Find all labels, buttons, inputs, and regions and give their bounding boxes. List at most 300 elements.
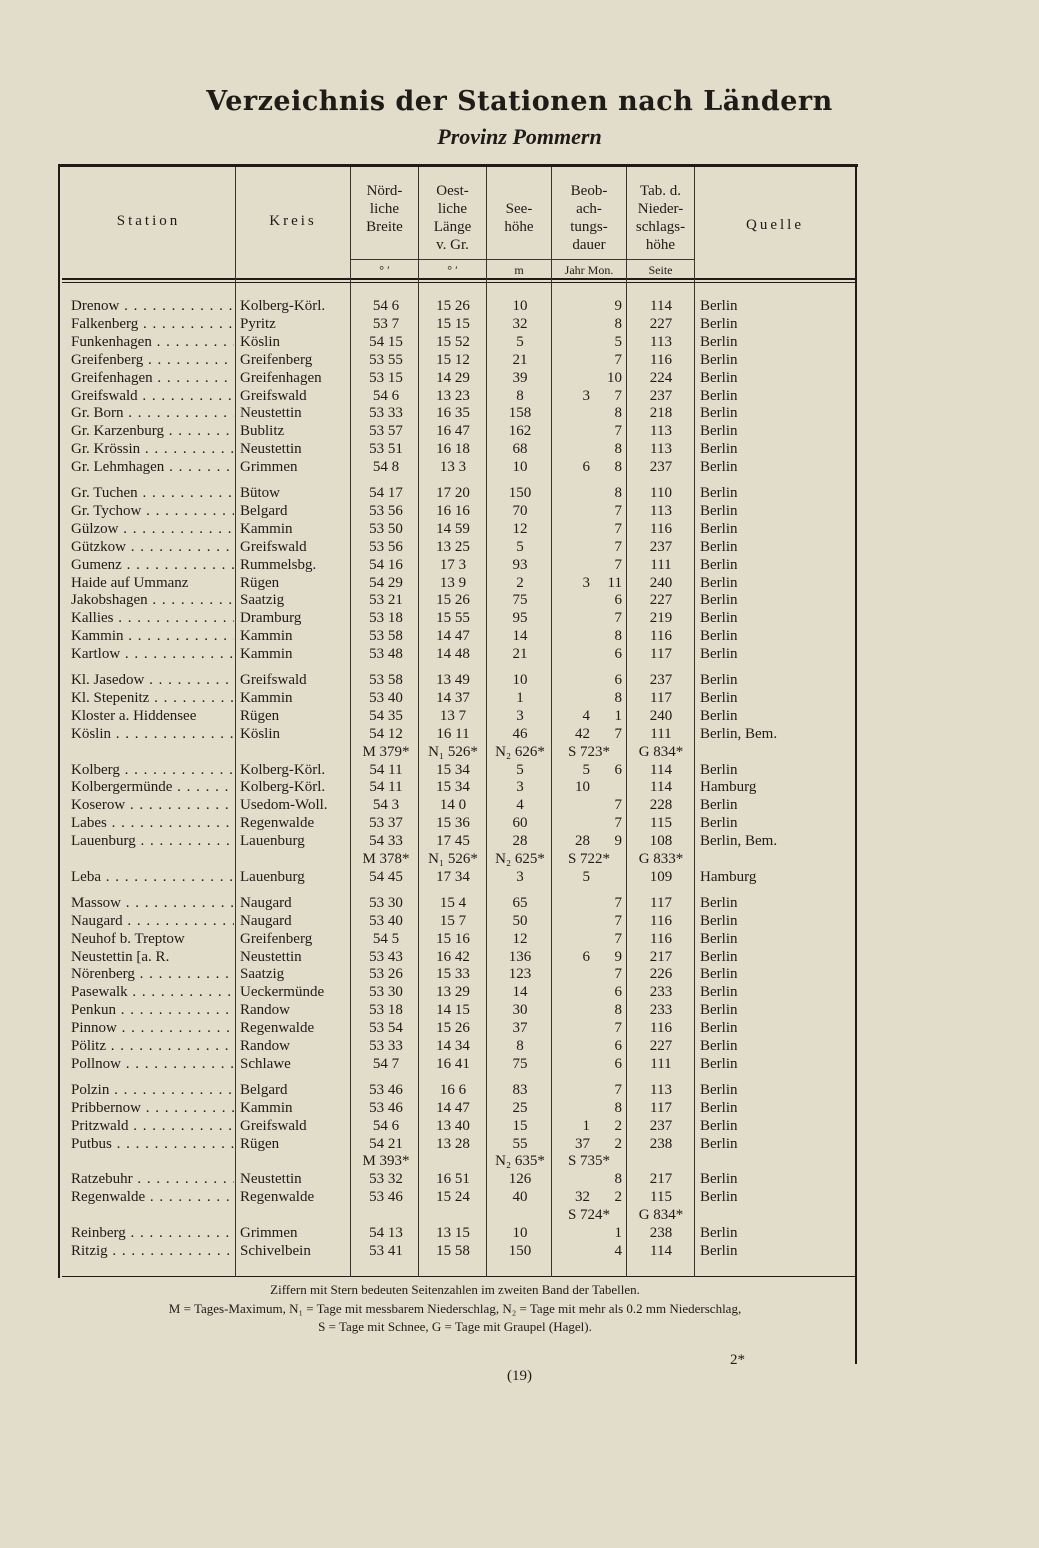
header-station: Station (116, 213, 181, 229)
cell-h: 60 (512, 815, 528, 832)
cell-h: 2 (516, 574, 524, 591)
cell-b: 53 40 (369, 912, 403, 929)
cell-t: G 833* (638, 851, 684, 867)
cell-l: 14 15 (436, 1002, 470, 1019)
cell-dm: 8 (614, 315, 622, 332)
cell-b: 54 15 (369, 333, 403, 350)
table-bottom-border (62, 1276, 855, 1277)
cell-dm: 7 (614, 815, 622, 832)
cell-q: Berlin (700, 459, 738, 476)
cell-kreis: Randow (240, 1038, 290, 1054)
cell-dm: 8 (614, 441, 622, 458)
cell-station: Gr. Krössin . . . (71, 440, 234, 458)
cell-dm: 11 (607, 574, 622, 591)
cell-dm: 7 (614, 894, 622, 911)
cell-dj: 10 (575, 779, 590, 796)
cell-h: 8 (516, 387, 524, 404)
cell-t: 113 (650, 423, 672, 440)
cell-dm: 7 (614, 912, 622, 929)
cell-l: 14 48 (436, 646, 470, 663)
cell-t: G 834* (638, 743, 684, 760)
cell-l: 16 11 (436, 725, 470, 742)
cell-dm: 7 (614, 930, 622, 947)
cell-b: 54 13 (369, 1225, 403, 1241)
header-bottom-border (62, 278, 855, 280)
table-row (0, 671, 1039, 689)
cell-dm: 6 (614, 761, 622, 778)
cell-dj: S 735* (567, 1153, 611, 1170)
cell-station: Pölitz . . . (71, 1037, 234, 1055)
cell-b: 53 7 (372, 315, 400, 332)
cell-q: Berlin (700, 1117, 738, 1134)
cell-h: 37 (512, 1020, 528, 1037)
cell-t: 116 (650, 520, 672, 537)
cell-dm: 8 (614, 1171, 622, 1188)
cell-dm: 7 (614, 556, 622, 573)
cell-q: Berlin (700, 761, 738, 778)
cell-h: 95 (512, 610, 528, 627)
cell-l: 15 34 (436, 779, 470, 796)
cell-h: 46 (512, 725, 528, 742)
cell-t: 240 (649, 574, 673, 591)
table-row (0, 930, 1039, 948)
table-row (0, 761, 1039, 779)
table-row (0, 1170, 1039, 1188)
cell-b: 54 11 (369, 779, 403, 796)
cell-station: Pribbernow . . . (71, 1099, 234, 1117)
cell-station: Putbus . . . (71, 1135, 234, 1153)
cell-dj: S 723* (567, 743, 611, 760)
cell-l: 14 47 (436, 1099, 470, 1116)
cell-b: 54 35 (369, 707, 403, 724)
table-top-border (58, 164, 858, 167)
cell-dm: 7 (614, 1020, 622, 1037)
cell-dm: 6 (614, 672, 622, 688)
cell-b: 53 46 (369, 1081, 403, 1098)
table-row (0, 609, 1039, 627)
cell-dm: 6 (614, 1055, 622, 1072)
cell-kreis: Saatzig (240, 966, 285, 983)
cell-q: Berlin (700, 315, 738, 332)
cell-t: 237 (649, 538, 673, 555)
cell-b: 54 29 (369, 574, 403, 591)
cell-h: 10 (512, 459, 528, 476)
cell-q: Berlin (700, 672, 738, 688)
cell-dj: 28 (575, 833, 590, 850)
cell-dm: 7 (614, 538, 622, 555)
cell-q: Berlin (700, 1081, 738, 1098)
cell-dm: 7 (614, 966, 622, 983)
cell-q: Berlin (700, 1099, 738, 1116)
cell-l: 16 16 (436, 502, 470, 519)
table-row (0, 422, 1039, 440)
cell-dm: 7 (614, 1081, 622, 1098)
cell-kreis: Regenwalde (240, 1020, 315, 1037)
cell-t: G 834* (638, 1207, 684, 1224)
table-row (0, 538, 1039, 556)
cell-h: 150 (508, 485, 532, 501)
cell-kreis: Dramburg (240, 610, 302, 627)
cell-t: 113 (650, 1081, 672, 1098)
cell-t: 237 (649, 1117, 673, 1134)
cell-dm: 8 (614, 405, 622, 422)
cell-l: 15 26 (436, 298, 470, 314)
cell-b: 53 30 (369, 894, 403, 911)
cell-h: 75 (512, 592, 528, 609)
cell-station: Massow . . . (71, 894, 234, 912)
cell-station: Kartlow . . . (71, 645, 234, 663)
cell-t: 227 (649, 1038, 673, 1054)
cell-t: 219 (649, 610, 673, 627)
cell-dm: 9 (614, 948, 622, 965)
table-row (0, 983, 1039, 1001)
cell-h: 28 (512, 833, 528, 850)
cell-kreis: Greifswald (240, 387, 307, 404)
cell-t: 224 (649, 369, 673, 386)
footnote-line-3: S = Tage mit Schnee, G = Tage mit Graupel (Hagel). (318, 1319, 592, 1334)
cell-t: 114 (650, 761, 672, 778)
cell-h: 3 (516, 779, 524, 796)
cell-dm: 8 (614, 459, 622, 476)
cell-h: 136 (508, 948, 532, 965)
cell-station: Polzin . . . (71, 1081, 234, 1099)
cell-h: 65 (512, 894, 528, 911)
cell-h: 25 (512, 1099, 528, 1116)
cell-station: Gr. Tychow . . . (71, 502, 234, 520)
table-row (0, 645, 1039, 663)
cell-t: 116 (650, 930, 672, 947)
cell-station: Penkun . . . (71, 1001, 234, 1019)
cell-b: 53 26 (369, 966, 403, 983)
cell-q: Berlin (700, 333, 738, 350)
cell-b: 53 43 (369, 948, 403, 965)
cell-station: Greifenhagen . . . (71, 369, 234, 387)
cell-q: Berlin (700, 538, 738, 555)
table-row (0, 868, 1039, 886)
cell-station: Pritzwald . . . (71, 1117, 234, 1135)
cell-b: 54 3 (372, 797, 400, 814)
cell-dm: 5 (614, 333, 622, 350)
cell-station: Drenow . . . (71, 297, 234, 315)
cell-dj: 32 (575, 1189, 590, 1206)
cell-kreis: Bütow (240, 485, 281, 501)
header-tab: Tab. d. Nieder- schlags- höhe (635, 183, 686, 253)
cell-dm: 7 (614, 520, 622, 537)
cell-kreis: Kammin (240, 520, 293, 537)
cell-station: Koserow . . . (71, 796, 234, 814)
cell-l: 17 20 (436, 485, 470, 501)
table-row (0, 1152, 1039, 1170)
cell-b: 53 56 (369, 538, 403, 555)
footnote-line-1: Ziffern mit Stern bedeuten Seitenzahlen im zweiten Band der Tabellen. (270, 1282, 640, 1297)
cell-station: Leba . . . (71, 868, 234, 886)
cell-station: Gr. Lehmhagen . . . (71, 458, 234, 476)
cell-b: M 378* (362, 851, 410, 867)
cell-dm: 6 (614, 646, 622, 663)
unit-tab: Seite (648, 263, 673, 277)
cell-q: Berlin (700, 574, 738, 591)
cell-t: 115 (650, 1189, 672, 1206)
cell-dm: 9 (614, 298, 622, 314)
cell-station: Kloster a. Hiddensee (71, 707, 197, 724)
cell-t: 218 (649, 405, 673, 422)
cell-t: 116 (650, 351, 672, 368)
table-row (0, 574, 1039, 592)
cell-b: 54 7 (372, 1055, 400, 1072)
table-row (0, 743, 1039, 761)
cell-kreis: Neustettin (240, 1171, 302, 1188)
cell-t: 228 (649, 797, 673, 814)
cell-l: N₁ 526* (428, 851, 478, 867)
cell-b: 53 48 (369, 646, 403, 663)
cell-h: 3 (516, 868, 524, 885)
header-hoehe: See- höhe (504, 201, 534, 235)
table-row (0, 591, 1039, 609)
cell-dm: 8 (614, 1002, 622, 1019)
cell-kreis: Greifenberg (240, 930, 313, 947)
cell-kreis: Kammin (240, 646, 293, 663)
table-row (0, 1099, 1039, 1117)
cell-h: 10 (512, 298, 528, 314)
cell-t: 227 (649, 592, 673, 609)
cell-station: Greifswald . . . (71, 387, 234, 405)
cell-kreis: Bublitz (240, 423, 285, 440)
cell-station: Greifenberg . . . (71, 351, 234, 369)
table-row (0, 404, 1039, 422)
cell-t: 233 (649, 1002, 673, 1019)
cell-q: Berlin (700, 610, 738, 627)
cell-t: 116 (650, 628, 672, 645)
cell-h: 12 (512, 930, 528, 947)
header-dauer: Beob- ach- tungs- dauer (570, 183, 608, 253)
unit-dauer: Jahr Mon. (564, 263, 614, 277)
cell-q: Berlin (700, 423, 738, 440)
cell-h: 1 (516, 689, 524, 706)
cell-b: 54 6 (372, 387, 400, 404)
cell-t: 108 (649, 833, 673, 850)
cell-station: Ratzebuhr . . . (71, 1170, 234, 1188)
cell-station: Falkenberg . . . (71, 315, 234, 333)
cell-t: 110 (650, 485, 672, 501)
cell-l: 13 49 (436, 672, 470, 688)
cell-h: 14 (512, 628, 528, 645)
cell-kreis: Schivelbein (240, 1242, 311, 1259)
cell-q: Berlin (700, 628, 738, 645)
cell-station: Gützkow . . . (71, 538, 234, 556)
cell-h: 150 (508, 1242, 532, 1259)
cell-b: 53 41 (369, 1242, 403, 1259)
cell-dm: 7 (614, 502, 622, 519)
cell-h: 8 (516, 1038, 524, 1054)
cell-b: 53 18 (369, 1002, 403, 1019)
cell-q: Berlin (700, 689, 738, 706)
table-row (0, 814, 1039, 832)
cell-kreis: Kolberg-Körl. (240, 779, 326, 796)
cell-station: Kallies . . . (71, 609, 234, 627)
table-row (0, 351, 1039, 369)
cell-kreis: Regenwalde (240, 815, 315, 832)
table-row (0, 912, 1039, 930)
cell-dj: 1 (582, 1117, 590, 1134)
cell-l: 15 16 (436, 930, 470, 947)
cell-q: Berlin (700, 520, 738, 537)
cell-station: Ritzig . . . (71, 1242, 234, 1260)
cell-station: Kl. Stepenitz . . . (71, 689, 234, 707)
cell-b: 54 6 (372, 298, 400, 314)
cell-b: 54 17 (369, 485, 403, 501)
cell-station: Reinberg . . . (71, 1224, 234, 1242)
cell-t: 117 (650, 689, 672, 706)
table-row (0, 369, 1039, 387)
cell-q: Berlin (700, 1171, 738, 1188)
cell-b: 53 51 (369, 441, 403, 458)
cell-kreis: Köslin (240, 725, 281, 742)
cell-l: 15 55 (436, 610, 470, 627)
cell-b: 54 21 (369, 1135, 403, 1152)
cell-kreis: Neustettin (240, 948, 302, 965)
cell-h: 70 (512, 502, 528, 519)
cell-b: 54 16 (369, 556, 403, 573)
cell-h: 4 (516, 797, 524, 814)
cell-q: Berlin (700, 894, 738, 911)
cell-q: Berlin (700, 369, 738, 386)
cell-h: N₂ 626* (495, 743, 545, 760)
cell-kreis: Greifswald (240, 1117, 307, 1134)
cell-station: Pasewalk . . . (71, 983, 234, 1001)
cell-h: 75 (512, 1055, 528, 1072)
cell-h: 12 (512, 520, 528, 537)
cell-kreis: Greifswald (240, 538, 307, 555)
cell-b: 54 8 (372, 459, 400, 476)
cell-h: 93 (512, 556, 528, 573)
cell-t: 217 (649, 948, 673, 965)
cell-kreis: Pyritz (240, 315, 276, 332)
cell-q: Berlin (700, 1189, 738, 1206)
cell-dj: S 724* (567, 1207, 611, 1224)
cell-t: 111 (650, 725, 672, 742)
table-row (0, 725, 1039, 743)
cell-h: 126 (508, 1171, 532, 1188)
cell-q: Berlin (700, 912, 738, 929)
cell-station: Jakobshagen . . . (71, 591, 234, 609)
cell-q: Berlin (700, 1242, 738, 1259)
cell-station: Neustettin [a. R. (71, 948, 170, 965)
table-row (0, 1019, 1039, 1037)
cell-h: 50 (512, 912, 528, 929)
cell-l: 15 33 (436, 966, 470, 983)
cell-l: 17 3 (439, 556, 467, 573)
cell-b: 53 37 (369, 815, 403, 832)
table-row (0, 1135, 1039, 1153)
cell-kreis: Rügen (240, 574, 280, 591)
cell-l: 15 26 (436, 1020, 470, 1037)
cell-b: 54 6 (372, 1117, 400, 1134)
cell-station: Gr. Karzenburg . . . (71, 422, 234, 440)
table-row (0, 1206, 1039, 1224)
cell-t: 114 (650, 779, 672, 796)
unit-row-rule (351, 259, 694, 260)
cell-b: 53 15 (369, 369, 403, 386)
cell-h: 32 (512, 315, 528, 332)
table-row (0, 778, 1039, 796)
cell-l: 13 7 (439, 707, 467, 724)
cell-kreis: Belgard (240, 502, 288, 519)
cell-dj: 5 (582, 868, 590, 885)
cell-b: 53 32 (369, 1171, 403, 1188)
cell-q: Berlin (700, 441, 738, 458)
cell-l: N₁ 526* (428, 743, 478, 760)
cell-t: 237 (649, 672, 673, 688)
cell-station: Nörenberg . . . (71, 965, 234, 983)
cell-kreis: Ueckermünde (240, 984, 325, 1001)
cell-dj: 5 (582, 761, 590, 778)
cell-h: 15 (512, 1117, 528, 1134)
cell-l: 17 34 (436, 868, 470, 885)
cell-l: 13 28 (436, 1135, 470, 1152)
table-row (0, 484, 1039, 502)
cell-kreis: Lauenburg (240, 833, 305, 850)
cell-t: 116 (650, 1020, 672, 1037)
cell-station: Kl. Jasedow . . . (71, 671, 234, 689)
cell-dm: 10 (607, 369, 622, 386)
cell-l: 15 4 (439, 894, 467, 911)
cell-kreis: Belgard (240, 1081, 288, 1098)
cell-q: Berlin (700, 930, 738, 947)
cell-station: Kolbergermünde . . . (71, 778, 234, 796)
cell-h: 5 (516, 333, 524, 350)
cell-q: Hamburg (700, 779, 757, 796)
cell-l: 16 41 (436, 1055, 470, 1072)
cell-b: 54 33 (369, 833, 403, 850)
cell-dm: 2 (614, 1189, 622, 1206)
cell-l: 13 15 (436, 1225, 470, 1241)
cell-l: 15 12 (436, 351, 470, 368)
table-row (0, 832, 1039, 850)
cell-q: Berlin (700, 797, 738, 814)
cell-dj: 6 (582, 459, 590, 476)
cell-station: Lauenburg . . . (71, 832, 234, 850)
cell-l: 15 15 (436, 315, 470, 332)
table-row (0, 458, 1039, 476)
cell-kreis: Grimmen (240, 459, 298, 476)
cell-q: Berlin (700, 707, 738, 724)
cell-h: 68 (512, 441, 528, 458)
cell-t: 113 (650, 333, 672, 350)
cell-station: Naugard . . . (71, 912, 234, 930)
cell-h: 10 (512, 672, 528, 688)
cell-b: 53 30 (369, 984, 403, 1001)
cell-dm: 7 (614, 423, 622, 440)
cell-station: Kolberg . . . (71, 761, 234, 779)
cell-q: Berlin (700, 1002, 738, 1019)
cell-dm: 7 (614, 725, 622, 742)
header-quelle: Quelle (746, 217, 804, 233)
cell-l: 13 3 (439, 459, 467, 476)
cell-kreis: Rügen (240, 707, 280, 724)
table-row (0, 1242, 1039, 1260)
cell-l: 16 51 (436, 1171, 470, 1188)
cell-l: 14 29 (436, 369, 470, 386)
signature-mark: 2* (730, 1352, 745, 1368)
cell-b: 53 55 (369, 351, 403, 368)
cell-h: 39 (512, 369, 528, 386)
cell-kreis: Kammin (240, 628, 293, 645)
header-breite: Nörd- liche Breite (366, 183, 403, 235)
cell-kreis: Neustettin (240, 405, 302, 422)
cell-b: 53 58 (369, 628, 403, 645)
cell-kreis: Grimmen (240, 1225, 298, 1241)
cell-l: 14 59 (436, 520, 470, 537)
